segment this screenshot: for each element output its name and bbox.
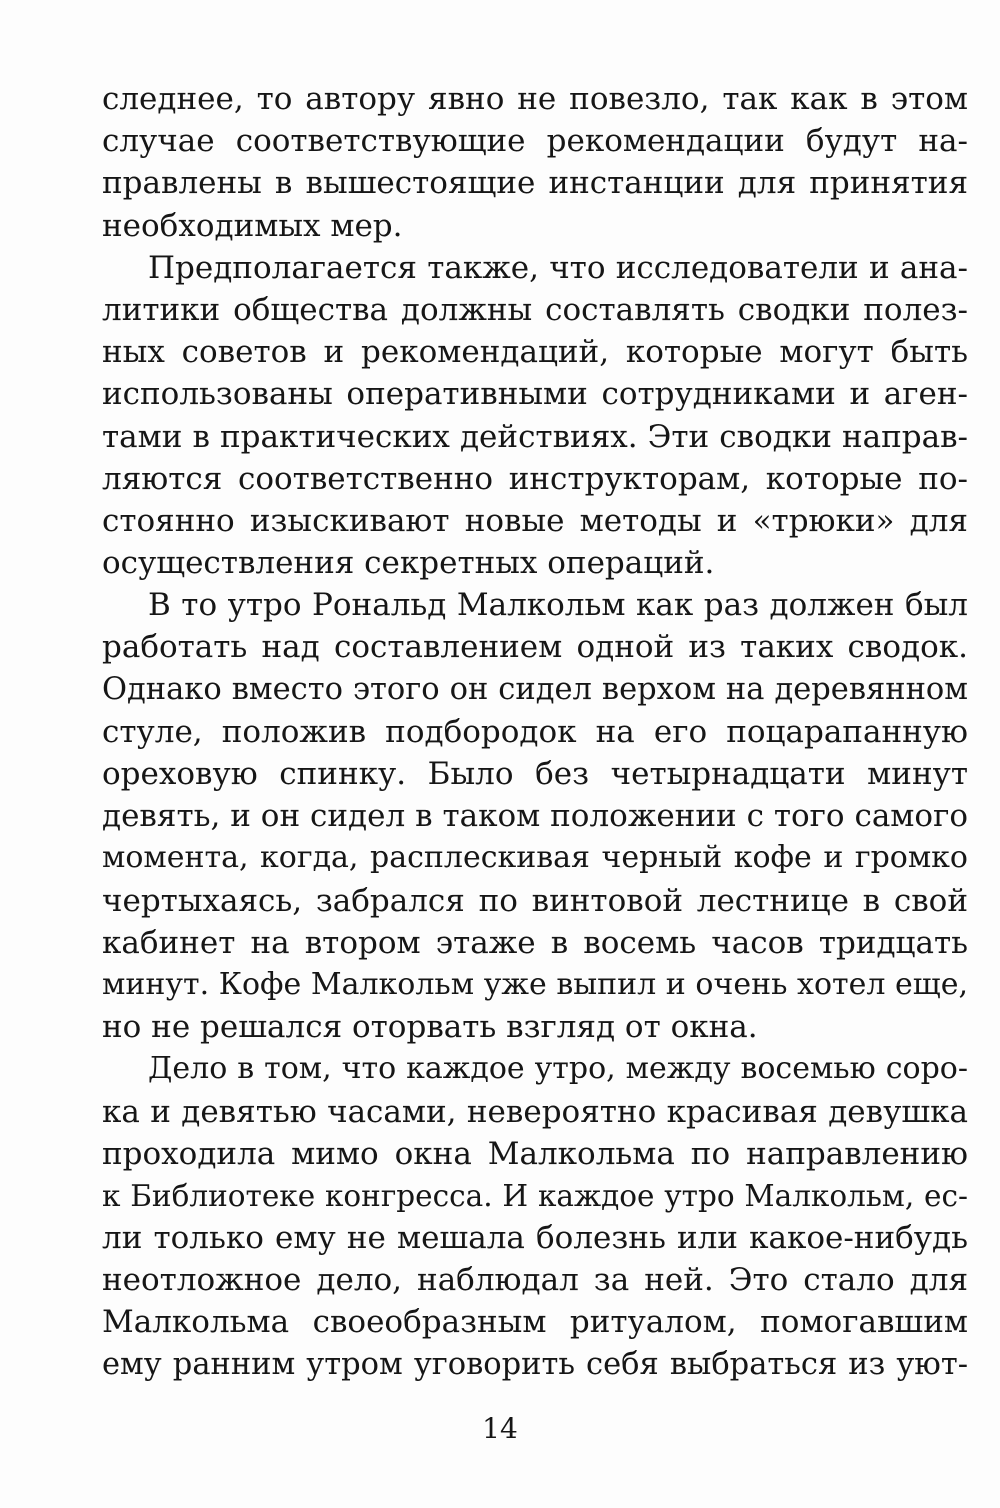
text-line: случае соответствующие рекомендации будут на- bbox=[102, 123, 968, 160]
body-text bbox=[102, 78, 968, 1386]
text-line: необходимых мер. bbox=[102, 207, 403, 244]
text-line: ляются соответственно инструкторам, которые по- bbox=[102, 460, 968, 497]
text-line: Однако вместо этого он сидел верхом на деревянном bbox=[102, 671, 968, 707]
text-line: чертыхаясь, забрался по винтовой лестнице в свой bbox=[102, 882, 968, 919]
text-line: следнее, то автору явно не повезло, так как в этом bbox=[102, 81, 968, 117]
text-line: правлены в вышестоящие инстанции для принятия bbox=[102, 165, 968, 202]
text-line: момента, когда, расплескивая черный кофе и громко bbox=[102, 840, 968, 876]
text-line: но не решался оторвать взгляд от окна. bbox=[102, 1009, 758, 1046]
text-line: литики общества должны составлять сводки полез- bbox=[102, 291, 968, 328]
text-line: тами в практических действиях. Эти сводки направ- bbox=[102, 418, 968, 455]
text-line: ка и девятью часами, невероятно красивая девушка bbox=[102, 1093, 968, 1130]
text-line: стуле, положив подбородок на его поцарапанную bbox=[102, 713, 968, 750]
text-line: девять, и он сидел в таком положении с того самого bbox=[102, 798, 968, 835]
text-line: ли только ему не мешала болезнь или какое-нибудь bbox=[102, 1220, 968, 1257]
text-line: В то утро Рональд Малкольм как раз должен был bbox=[148, 587, 968, 624]
text-line: ему ранним утром уговорить себя выбраться из уют- bbox=[102, 1346, 968, 1382]
text-line: неотложное дело, наблюдал за ней. Это стало для bbox=[102, 1262, 968, 1299]
text-line: Малкольма своеобразным ритуалом, помогавшим bbox=[102, 1304, 968, 1341]
text-line: осуществления секретных операций. bbox=[102, 545, 715, 582]
text-line: Предполагается также, что исследователи и ана- bbox=[148, 249, 968, 286]
text-line: ных советов и рекомендаций, которые могут быть bbox=[102, 334, 968, 371]
text-line: ореховую спинку. Было без четырнадцати минут bbox=[102, 756, 968, 792]
text-line: работать над составлением одной из таких сводок. bbox=[102, 629, 968, 666]
text-line: использованы оперативными сотрудниками и аген- bbox=[102, 376, 968, 413]
text-line: к Библиотеке конгресса. И каждое утро Малкольм, ес- bbox=[102, 1178, 968, 1213]
page-number: 14 bbox=[482, 1412, 518, 1445]
text-line: Дело в том, что каждое утро, между восемью соро- bbox=[148, 1051, 968, 1087]
text-line: минут. Кофе Малкольм уже выпил и очень хотел еще, bbox=[102, 966, 968, 1002]
text-line: стоянно изыскивают новые методы и «трюки» для bbox=[102, 502, 968, 539]
text-line: проходила мимо окна Малкольма по направлению bbox=[102, 1135, 968, 1172]
text-line: кабинет на втором этаже в восемь часов тридцать bbox=[102, 924, 968, 961]
